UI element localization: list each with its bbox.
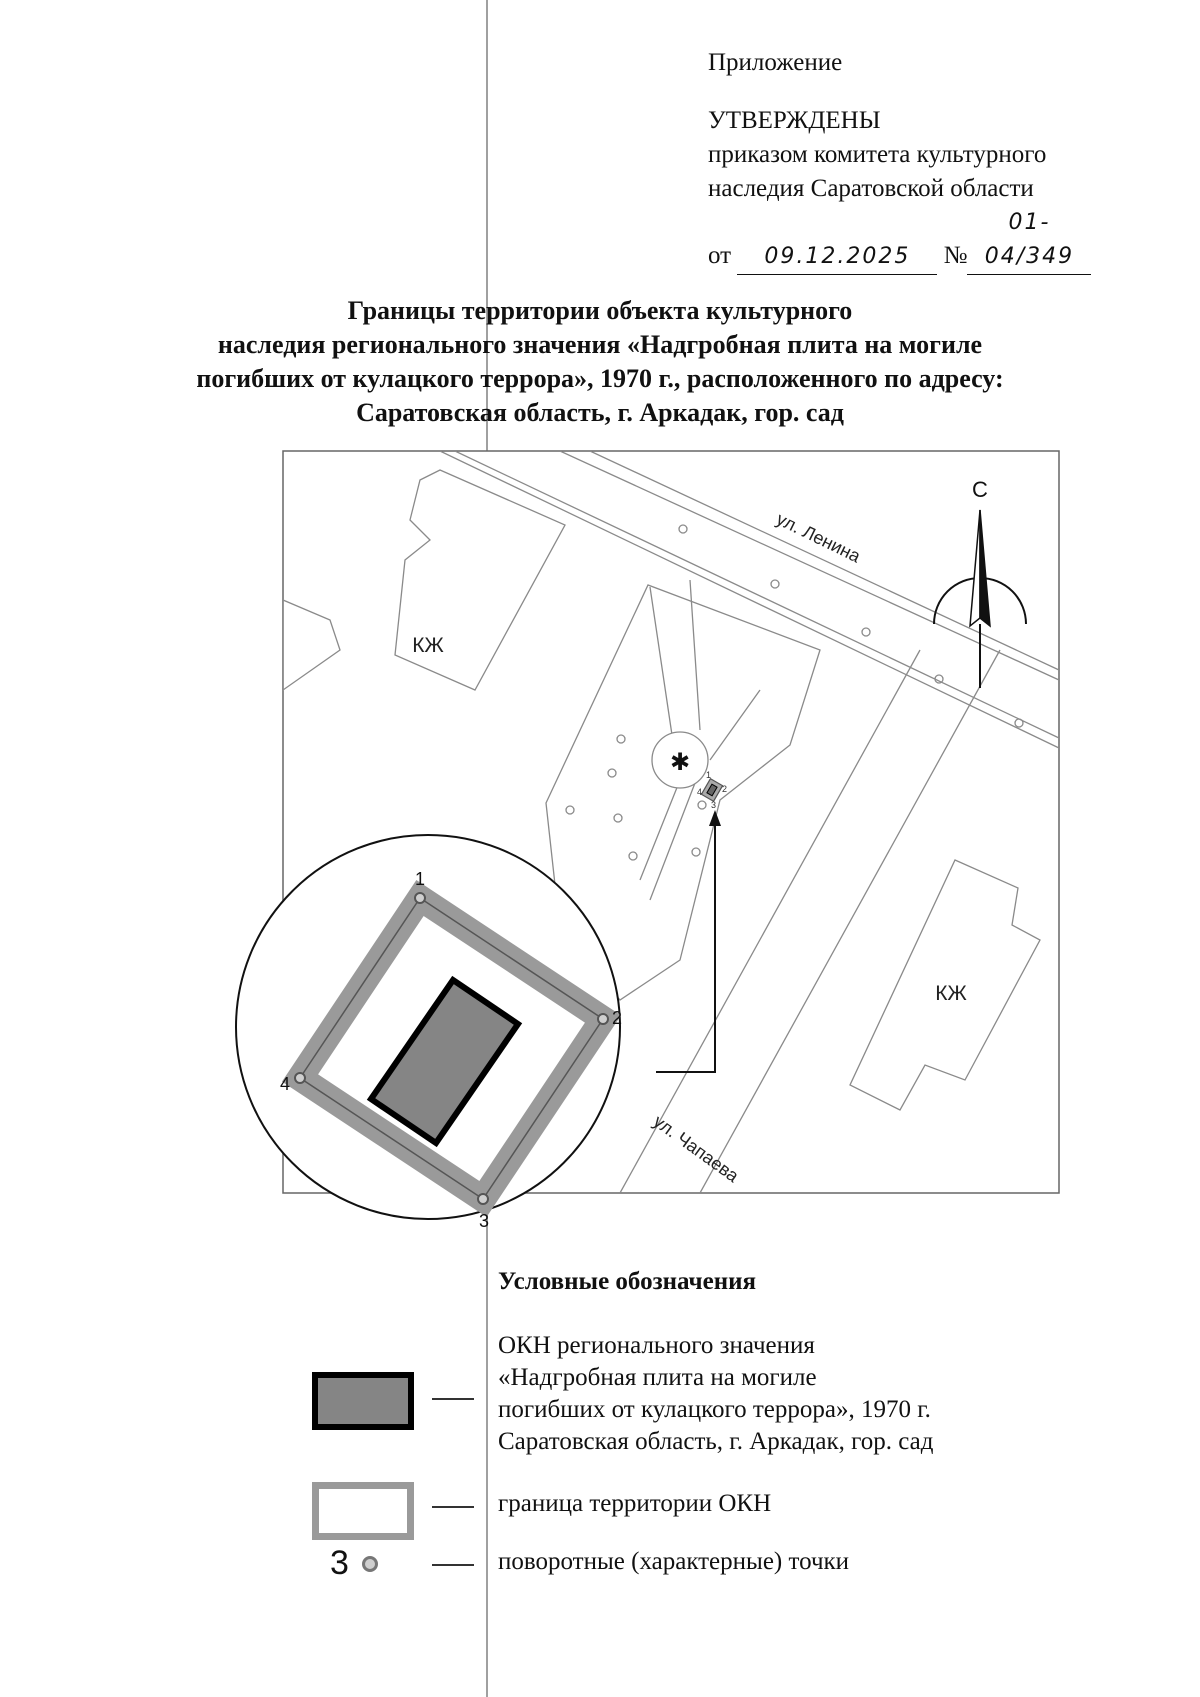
point-3-label: 3 (479, 1211, 490, 1231)
legend-territory-swatch (312, 1482, 414, 1540)
mini-point-2: 2 (722, 784, 728, 794)
approved-label: УТВЕРЖДЕНЫ (708, 107, 881, 134)
date-prefix: от (708, 242, 732, 269)
block-label-left: КЖ (412, 634, 444, 657)
street-chapaeva-label: ул. Чапаева (649, 1111, 743, 1187)
monument-star-icon: ✱ (669, 748, 691, 776)
legend-points-text: поворотные (характерные) точки (498, 1548, 850, 1575)
title-line-2: наследия регионального значения «Надгробная плита на могиле (217, 330, 983, 359)
number-prefix: № (943, 242, 968, 269)
north-label: С (972, 477, 988, 502)
legend-okn-swatch (312, 1372, 414, 1430)
legend-point-icon (362, 1556, 378, 1572)
legend-dash-1 (432, 1398, 474, 1400)
legend-okn-line-1: ОКН регионального значения (498, 1332, 815, 1359)
legend-okn-line-2: «Надгробная плита на могиле (498, 1364, 817, 1391)
legend-point-number: 3 (330, 1544, 349, 1582)
legend-okn-text (498, 1330, 933, 1458)
appendix-label: Приложение (708, 49, 843, 76)
legend-title: Условные обозначения (498, 1268, 757, 1295)
mini-point-3: 3 (711, 800, 717, 810)
street-lenina-label: ул. Ленина (773, 508, 864, 567)
legend-okn-line-4: Саратовская область, г. Аркадак, гор. сад (498, 1428, 934, 1455)
order-number: 01-04/349 (967, 206, 1091, 275)
point-2-label: 2 (612, 1008, 623, 1028)
order-date: 09.12.2025 (737, 240, 937, 275)
order-line-1: приказом комитета культурного (708, 141, 1047, 168)
point-1-label: 1 (415, 869, 426, 889)
point-4-label: 4 (280, 1074, 291, 1094)
legend-territory-text: граница территории ОКН (498, 1490, 772, 1517)
block-label-right: КЖ (935, 982, 967, 1005)
legend-okn-line-3: погибших от кулацкого террора», 1970 г. (498, 1396, 931, 1423)
order-line-2: наследия Саратовской области (708, 175, 1034, 202)
legend-dash-2 (432, 1506, 474, 1508)
mini-point-1: 1 (706, 770, 712, 780)
title-line-3: погибших от кулацкого террора», 1970 г., расположенного по адресу: (196, 364, 1004, 393)
title-line-1: Границы территории объекта культурного (347, 296, 853, 325)
legend-dash-3 (432, 1564, 474, 1566)
title-line-4: Саратовская область, г. Аркадак, гор. сад (356, 398, 844, 427)
mini-point-4: 4 (697, 787, 703, 797)
